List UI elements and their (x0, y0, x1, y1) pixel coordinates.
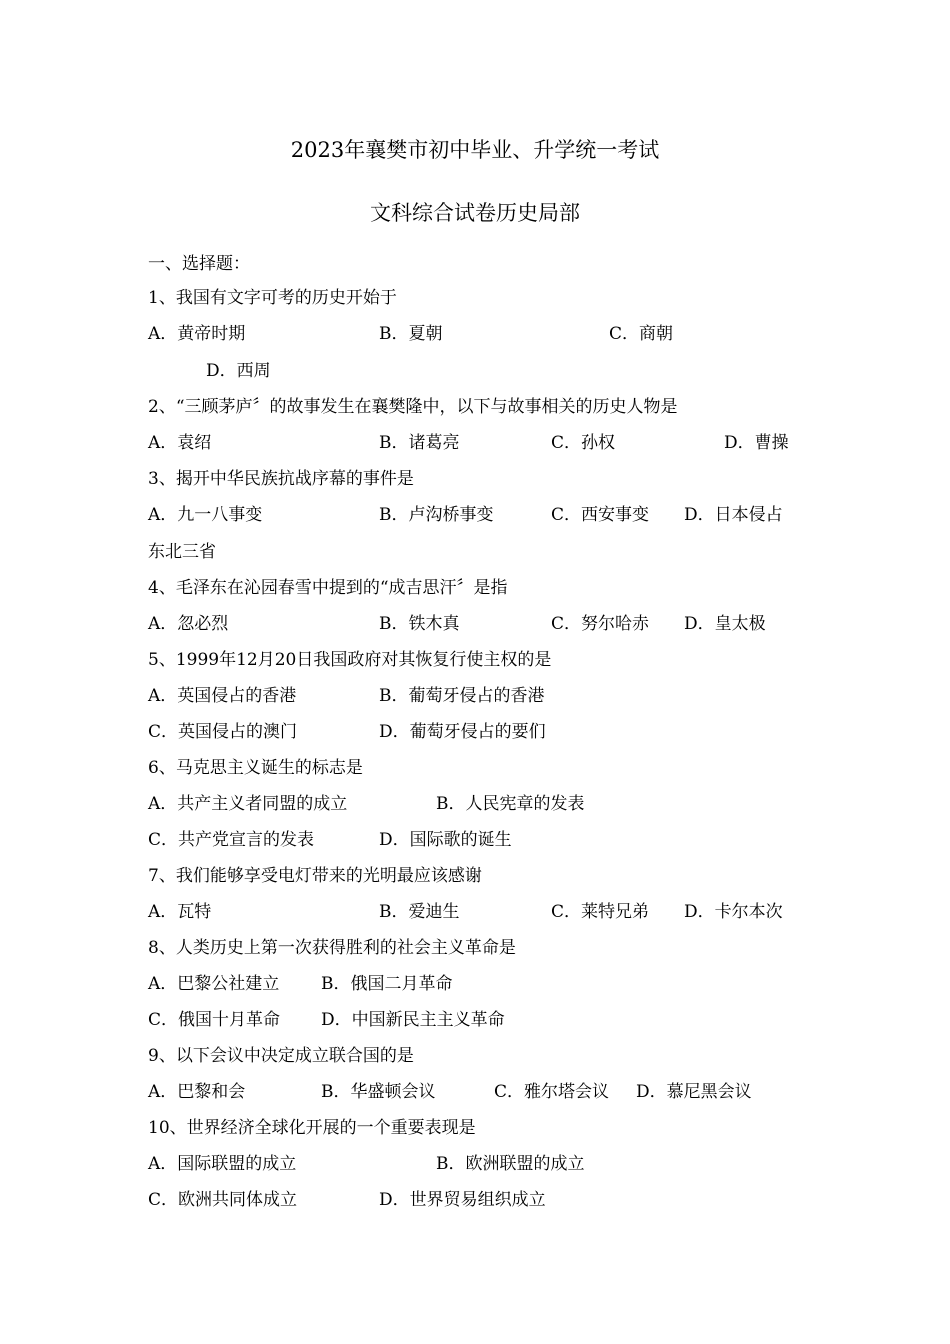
question-10-stem: 10、世界经济全球化开展的一个重要表现是 (148, 1118, 476, 1138)
question-3-option-a: A．九一八事变 (148, 505, 263, 525)
question-9-option-c: C．雅尔塔会议 (494, 1082, 610, 1102)
question-6-option-c: C．共产党宣言的发表 (148, 830, 315, 850)
question-6-stem: 6、马克思主义诞生的标志是 (148, 758, 363, 778)
question-2-option-a: A．袁绍 (148, 433, 212, 453)
question-1-stem: 1、我国有文字可考的历史开始于 (148, 288, 397, 308)
question-8-option-b: B．俄国二月革命 (321, 974, 453, 994)
question-1-option-a: A．黄帝时期 (148, 324, 246, 344)
question-2-option-c: C．孙权 (551, 433, 616, 453)
question-9-option-b: B．华盛顿会议 (321, 1082, 436, 1102)
question-6-option-b: B．人民宪章的发表 (436, 794, 585, 814)
question-9-option-a: A．巴黎和会 (148, 1082, 246, 1102)
question-10-option-d: D．世界贸易组织成立 (379, 1190, 546, 1210)
question-5-option-d: D．葡萄牙侵占的要们 (379, 722, 546, 742)
question-5-option-b: B．葡萄牙侵占的香港 (379, 686, 545, 706)
question-4-option-c: C．努尔哈赤 (551, 614, 650, 634)
question-8-option-c: C．俄国十月革命 (148, 1010, 281, 1030)
question-2-option-b: B．诸葛亮 (379, 433, 460, 453)
question-3-option-b: B．卢沟桥事变 (379, 505, 494, 525)
question-3-stem: 3、揭开中华民族抗战序幕的事件是 (148, 469, 414, 489)
question-5-option-c: C．英国侵占的澳门 (148, 722, 298, 742)
question-7-option-a: A．瓦特 (148, 902, 212, 922)
exam-title: 2023年襄樊市初中毕业、升学统一考试 (290, 138, 660, 162)
question-7-option-b: B．爱迪生 (379, 902, 460, 922)
question-9-stem: 9、以下会议中决定成立联合国的是 (148, 1046, 414, 1066)
question-8-option-d: D．中国新民主主义革命 (321, 1010, 505, 1030)
question-4-option-d: D．皇太极 (684, 614, 766, 634)
question-7-option-d: D．卡尔本次 (684, 902, 783, 922)
question-6-option-d: D．国际歌的诞生 (379, 830, 512, 850)
question-3-option-c: C．西安事变 (551, 505, 650, 525)
exam-subtitle: 文科综合试卷历史局部 (370, 201, 580, 225)
question-3-option-d-continuation: 东北三省 (148, 542, 216, 562)
question-5-stem: 5、1999年12月20日我国政府对其恢复行使主权的是 (148, 650, 552, 670)
question-4-option-b: B．铁木真 (379, 614, 460, 634)
question-7-option-c: C．莱特兄弟 (551, 902, 650, 922)
question-8-stem: 8、人类历史上第一次获得胜利的社会主义革命是 (148, 938, 516, 958)
question-10-option-b: B．欧洲联盟的成立 (436, 1154, 585, 1174)
section-heading: 一、选择题： (148, 254, 250, 274)
question-6-option-a: A．共产主义者同盟的成立 (148, 794, 348, 814)
question-8-option-a: A．巴黎公社建立 (148, 974, 280, 994)
question-10-option-c: C．欧洲共同体成立 (148, 1190, 298, 1210)
question-4-option-a: A．忽必烈 (148, 614, 229, 634)
question-9-option-d: D．慕尼黑会议 (636, 1082, 752, 1102)
question-10-option-a: A．国际联盟的成立 (148, 1154, 297, 1174)
question-2-option-d: D．曹操 (724, 433, 789, 453)
question-3-option-d: D．日本侵占 (684, 505, 783, 525)
question-1-option-d: D．西周 (206, 361, 271, 381)
question-7-stem: 7、我们能够享受电灯带来的光明最应该感谢 (148, 866, 482, 886)
question-4-stem: 4、毛泽东在沁园春雪中提到的“成吉思汗〞是指 (148, 578, 508, 598)
question-1-option-b: B．夏朝 (379, 324, 443, 344)
question-5-option-a: A．英国侵占的香港 (148, 686, 297, 706)
question-2-stem: 2、“三顾茅庐〞的故事发生在襄樊隆中，以下与故事相关的历史人物是 (148, 397, 678, 417)
question-1-option-c: C．商朝 (609, 324, 674, 344)
